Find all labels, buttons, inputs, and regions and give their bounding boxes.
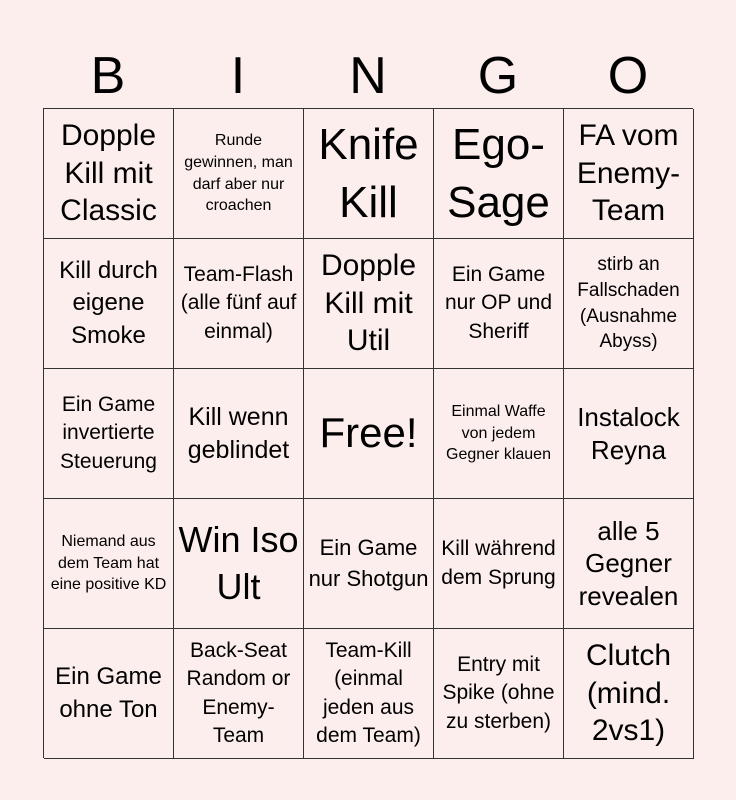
bingo-cell[interactable]: Einmal Waffe von jedem Gegner klauen	[434, 369, 564, 499]
bingo-cell[interactable]: Instalock Reyna	[564, 369, 694, 499]
bingo-cell[interactable]: Runde gewinnen, man darf aber nur croachen	[174, 109, 304, 239]
bingo-cell[interactable]: Clutch (mind. 2vs1)	[564, 629, 694, 759]
bingo-cell[interactable]: Knife Kill	[304, 109, 434, 239]
free-space[interactable]: Free!	[304, 369, 434, 499]
header-letter-o: O	[607, 47, 649, 105]
bingo-header	[43, 44, 693, 108]
bingo-cell[interactable]: Kill während dem Sprung	[434, 499, 564, 629]
bingo-cell[interactable]: FA vom Enemy-Team	[564, 109, 694, 239]
bingo-cell[interactable]: stirb an Fallschaden (Ausnahme Abyss)	[564, 239, 694, 369]
bingo-cell[interactable]: Entry mit Spike (ohne zu sterben)	[434, 629, 564, 759]
bingo-cell[interactable]: Kill durch eigene Smoke	[44, 239, 174, 369]
bingo-cell[interactable]: Ein Game nur Shotgun	[304, 499, 434, 629]
bingo-card	[43, 108, 693, 758]
bingo-cell[interactable]: Kill wenn geblindet	[174, 369, 304, 499]
bingo-cell[interactable]: Ein Game ohne Ton	[44, 629, 174, 759]
bingo-cell[interactable]: Ein Game nur OP und Sheriff	[434, 239, 564, 369]
bingo-cell[interactable]: Dopple Kill mit Util	[304, 239, 434, 369]
header-letter-n: N	[349, 47, 387, 105]
bingo-cell[interactable]: Niemand aus dem Team hat eine positive KD	[44, 499, 174, 629]
bingo-cell[interactable]: Ego-Sage	[434, 109, 564, 239]
header-letter-b: B	[90, 47, 126, 105]
header-letter-g: G	[477, 47, 519, 105]
header-letter-i: I	[230, 47, 246, 105]
bingo-cell[interactable]: alle 5 Gegner revealen	[564, 499, 694, 629]
bingo-cell[interactable]: Team-Kill (einmal jeden aus dem Team)	[304, 629, 434, 759]
bingo-cell[interactable]: Back-Seat Random or Enemy-Team	[174, 629, 304, 759]
bingo-cell[interactable]: Dopple Kill mit Classic	[44, 109, 174, 239]
bingo-cell[interactable]: Win Iso Ult	[174, 499, 304, 629]
bingo-cell[interactable]: Team-Flash (alle fünf auf einmal)	[174, 239, 304, 369]
bingo-cell[interactable]: Ein Game invertierte Steuerung	[44, 369, 174, 499]
